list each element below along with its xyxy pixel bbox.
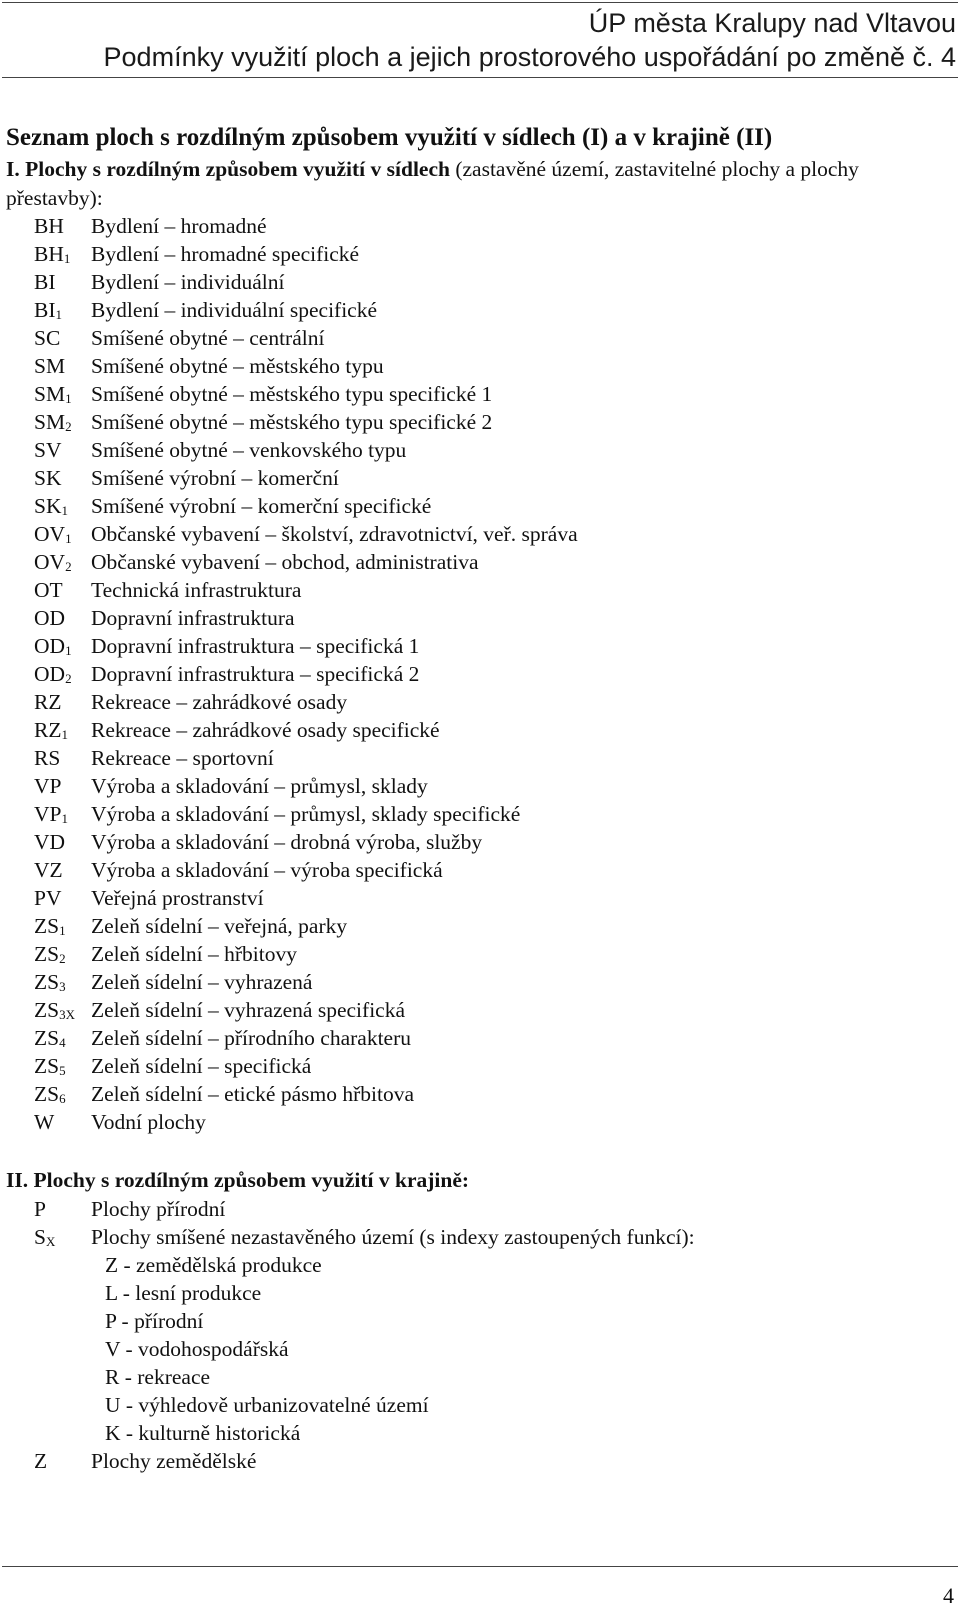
list-item	[34, 1195, 695, 1223]
area-code-letters: BH	[34, 242, 64, 266]
area-code	[34, 324, 91, 352]
area-code	[34, 1195, 91, 1223]
list-item	[34, 716, 578, 744]
area-code-letters: OT	[34, 578, 63, 602]
function-index-item: L - lesní produkce	[105, 1281, 262, 1305]
page-number: 4	[943, 1583, 954, 1608]
area-code-index: 6	[59, 1091, 66, 1106]
footer-rule	[2, 1566, 958, 1567]
function-index-item: Z - zemědělská produkce	[105, 1253, 322, 1277]
list-item	[34, 1024, 578, 1052]
area-label: Občanské vybavení – školství, zdravotnictví, veř. správa	[91, 522, 578, 546]
area-code-index: 2	[65, 559, 72, 574]
list-item	[34, 1108, 578, 1136]
area-code-index: 3X	[59, 1007, 75, 1022]
function-index-item: P - přírodní	[105, 1309, 204, 1333]
area-label: Smíšené výrobní – komerční	[91, 466, 339, 490]
area-label: Zeleň sídelní – přírodního charakteru	[91, 1026, 412, 1050]
header-plan-title: ÚP města Kralupy nad Vltavou	[588, 8, 956, 38]
area-label: Smíšené obytné – městského typu specifické 2	[91, 410, 493, 434]
section-1-heading: I. Plochy s rozdílným způsobem využití v sídlech	[6, 157, 450, 181]
area-code-index: 2	[65, 419, 72, 434]
function-index-item: V - vodohospodářská	[105, 1337, 289, 1361]
area-label: Zeleň sídelní – vyhrazená specifická	[91, 998, 405, 1022]
area-label: Výroba a skladování – drobná výroba, služby	[91, 830, 483, 854]
area-code	[34, 884, 91, 912]
list-item	[34, 548, 578, 576]
area-code	[34, 772, 91, 800]
list-item	[34, 940, 578, 968]
area-code-letters: ZS	[34, 914, 60, 938]
area-code-letters: RS	[34, 746, 61, 770]
area-code-letters: VD	[34, 830, 66, 854]
area-code-letters: OD	[34, 662, 66, 686]
list-item	[34, 828, 578, 856]
area-label: Plochy zemědělské	[91, 1449, 257, 1473]
area-code	[34, 1223, 91, 1251]
area-code	[34, 1052, 91, 1080]
area-code	[34, 800, 91, 828]
list-item	[34, 212, 578, 240]
area-label: Zeleň sídelní – veřejná, parky	[91, 914, 348, 938]
area-code-letters: ZS	[34, 970, 60, 994]
area-label: Bydlení – hromadné	[91, 214, 267, 238]
area-label: Plochy smíšené nezastavěného území (s indexy zastoupených funkcí):	[91, 1225, 695, 1249]
area-label: Smíšené obytné – městského typu specifické 1	[91, 382, 493, 406]
area-label: Smíšené obytné – centrální	[91, 326, 325, 350]
area-code-index: 5	[59, 1063, 66, 1078]
area-code	[34, 576, 91, 604]
area-code-index: X	[45, 1234, 56, 1249]
list-item	[34, 380, 578, 408]
area-code-letters: OV	[34, 550, 66, 574]
area-code-letters: OD	[34, 634, 66, 658]
area-label: Dopravní infrastruktura	[91, 606, 295, 630]
area-code	[34, 828, 91, 856]
area-code-letters: PV	[34, 886, 62, 910]
area-label: Výroba a skladování – výroba specifická	[91, 858, 443, 882]
area-code-index: 1	[61, 503, 68, 518]
area-label: Výroba a skladování – průmysl, sklady specifické	[91, 802, 521, 826]
area-code	[34, 1108, 91, 1136]
area-code-letters: ZS	[34, 942, 60, 966]
list-item	[34, 240, 578, 268]
area-label: Zeleň sídelní – vyhrazená	[91, 970, 313, 994]
area-label: Rekreace – zahrádkové osady	[91, 690, 348, 714]
list-item	[34, 1223, 695, 1251]
area-code-index: 2	[59, 951, 66, 966]
area-code-index: 2	[65, 671, 72, 686]
area-code	[34, 996, 91, 1024]
area-code	[34, 1024, 91, 1052]
section-1-list	[34, 212, 578, 1136]
area-code-index: 3	[59, 979, 66, 994]
area-code-letters: SM	[34, 354, 66, 378]
area-code	[34, 856, 91, 884]
area-code	[34, 1080, 91, 1108]
list-item	[34, 632, 578, 660]
list-item	[34, 576, 578, 604]
area-code-letters: SM	[34, 410, 66, 434]
area-label: Smíšené obytné – městského typu	[91, 354, 384, 378]
area-code-letters: SK	[34, 494, 62, 518]
area-code	[34, 520, 91, 548]
header-top-rule	[2, 2, 958, 3]
area-code-index: 1	[59, 923, 66, 938]
area-code-index: 1	[63, 251, 71, 266]
area-code-letters: VP	[34, 802, 62, 826]
header-document-subtitle: Podmínky využití ploch a jejich prostorového uspořádání po změně č. 4	[103, 42, 956, 72]
area-label: Zeleň sídelní – specifická	[91, 1054, 312, 1078]
area-code	[34, 408, 91, 436]
area-code-index: 1	[65, 531, 72, 546]
list-item	[34, 268, 578, 296]
area-code-letters: OD	[34, 606, 66, 630]
area-code-letters: SV	[34, 438, 62, 462]
area-label: Bydlení – individuální specifické	[91, 298, 378, 322]
area-code-index: 4	[59, 1035, 66, 1050]
area-code	[34, 968, 91, 996]
list-item	[34, 660, 578, 688]
list-item	[34, 324, 578, 352]
list-item	[34, 352, 578, 380]
area-code-letters: W	[34, 1110, 55, 1134]
list-item	[34, 968, 578, 996]
area-code	[34, 548, 91, 576]
area-code	[34, 660, 91, 688]
area-code-letters: BI	[34, 298, 56, 322]
area-code-letters: ZS	[34, 1054, 60, 1078]
area-code-index: 1	[65, 643, 72, 658]
header-bottom-rule	[2, 77, 958, 78]
area-code	[34, 212, 91, 240]
function-index-item: R - rekreace	[105, 1365, 211, 1389]
area-code-letters: Z	[34, 1449, 48, 1473]
area-code-letters: ZS	[34, 1026, 60, 1050]
area-label: Občanské vybavení – obchod, administrativa	[91, 550, 479, 574]
section-2-heading: II. Plochy s rozdílným způsobem využití v krajině:	[6, 1168, 470, 1192]
area-code	[34, 940, 91, 968]
function-index-item: U - výhledově urbanizovatelné území	[105, 1393, 429, 1417]
area-code	[34, 492, 91, 520]
area-code-letters: SK	[34, 466, 62, 490]
area-code-letters: ZS	[34, 998, 60, 1022]
area-code-letters: ZS	[34, 1082, 60, 1106]
section-1-intro	[6, 155, 951, 213]
list-item	[34, 1052, 578, 1080]
area-code-index: 1	[65, 391, 72, 406]
area-code-letters: S	[34, 1225, 46, 1249]
list-item	[34, 436, 578, 464]
area-label: Vodní plochy	[91, 1110, 206, 1134]
area-code	[34, 716, 91, 744]
area-code-index: 1	[55, 307, 62, 322]
list-item	[34, 772, 578, 800]
list-item	[34, 408, 578, 436]
area-code-letters: VP	[34, 774, 62, 798]
area-code	[34, 436, 91, 464]
list-item	[34, 296, 578, 324]
area-code-letters: P	[34, 1197, 46, 1221]
area-code	[34, 604, 91, 632]
list-item	[34, 996, 578, 1024]
area-label: Rekreace – zahrádkové osady specifické	[91, 718, 440, 742]
area-code-letters: SC	[34, 326, 61, 350]
area-label: Bydlení – hromadné specifické	[91, 242, 360, 266]
function-index-item: K - kulturně historická	[105, 1421, 301, 1445]
area-label: Dopravní infrastruktura – specifická 1	[91, 634, 420, 658]
area-code-letters: SM	[34, 382, 66, 406]
area-code-index: 1	[61, 811, 68, 826]
area-code	[34, 464, 91, 492]
page-title: Seznam ploch s rozdílným způsobem využití v sídlech (I) a v krajině (II)	[6, 124, 773, 151]
list-item	[34, 856, 578, 884]
area-label: Zeleň sídelní – etické pásmo hřbitova	[91, 1082, 415, 1106]
area-code-letters: BI	[34, 270, 56, 294]
area-code	[34, 1447, 91, 1475]
area-label: Smíšené obytné – venkovského typu	[91, 438, 407, 462]
area-label: Rekreace – sportovní	[91, 746, 274, 770]
area-code	[34, 912, 91, 940]
area-code-letters: RZ	[34, 718, 62, 742]
area-code	[34, 632, 91, 660]
list-item	[34, 744, 578, 772]
area-label: Výroba a skladování – průmysl, sklady	[91, 774, 428, 798]
area-code	[34, 296, 91, 324]
area-code-index: 1	[61, 727, 68, 742]
area-label: Zeleň sídelní – hřbitovy	[91, 942, 298, 966]
list-item	[34, 520, 578, 548]
area-label: Smíšené výrobní – komerční specifické	[91, 494, 432, 518]
list-item	[34, 492, 578, 520]
area-label: Plochy přírodní	[91, 1197, 226, 1221]
area-label: Dopravní infrastruktura – specifická 2	[91, 662, 420, 686]
area-code	[34, 688, 91, 716]
list-item	[34, 800, 578, 828]
list-item	[34, 1080, 578, 1108]
list-item	[34, 688, 578, 716]
list-item	[34, 464, 578, 492]
list-item	[34, 884, 578, 912]
area-code	[34, 744, 91, 772]
section-1-note: (zastavěné území, zastavitelné plochy a plochy přestavby):	[6, 157, 859, 210]
area-code-letters: VZ	[34, 858, 63, 882]
area-label: Bydlení – individuální	[91, 270, 285, 294]
area-label: Veřejná prostranství	[91, 886, 264, 910]
area-code-letters: OV	[34, 522, 66, 546]
area-code-letters: BH	[34, 214, 64, 238]
area-code	[34, 268, 91, 296]
area-label: Technická infrastruktura	[91, 578, 302, 602]
list-item	[34, 912, 578, 940]
area-code	[34, 352, 91, 380]
list-item	[34, 1447, 695, 1475]
area-code	[34, 380, 91, 408]
area-code	[34, 240, 91, 268]
section-2-list	[34, 1195, 695, 1475]
list-item	[34, 604, 578, 632]
area-code-letters: RZ	[34, 690, 62, 714]
